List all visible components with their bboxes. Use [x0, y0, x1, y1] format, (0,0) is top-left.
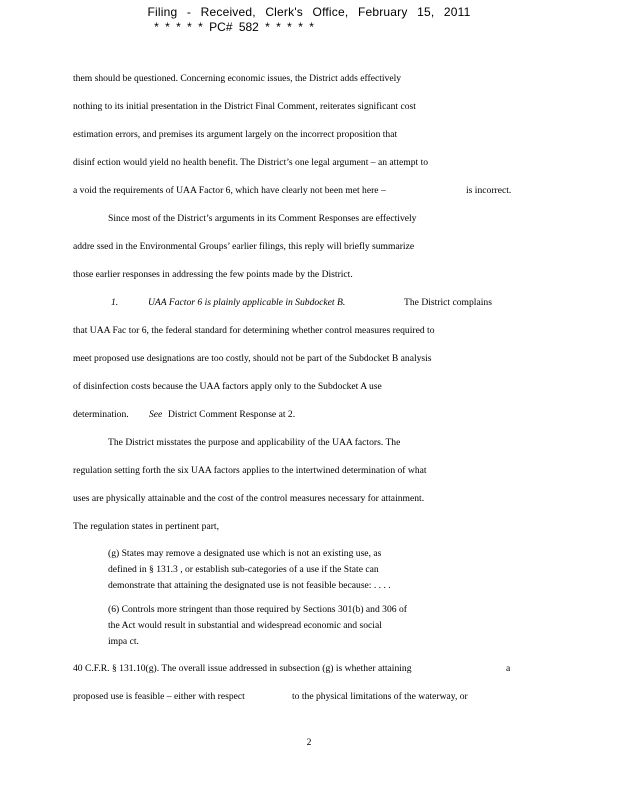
text-line: The regulation states in pertinent part, [73, 521, 219, 532]
text-line: nothing to its initial presentation in the District Final Comment, reiterates significant cost [73, 101, 416, 112]
pc-number-header: * * * * * PC# 582 * * * * * [154, 20, 314, 34]
text-line: District Comment Response at 2. [168, 409, 296, 420]
block-quote-line: defined in § 131.3 , or establish sub-categories of a use if the State can [108, 564, 379, 575]
text-line: 40 C.F.R. § 131.10(g). The overall issue addressed in subsection (g) is whether attaining [73, 663, 412, 674]
text-line: The District misstates the purpose and applicability of the UAA factors. The [108, 437, 401, 448]
text-line: disinf ection would yield no health benefit. The District’s one legal argument – an attempt to [73, 157, 429, 168]
text-line: uses are physically attainable and the cost of the control measures necessary for attainment. [73, 493, 425, 504]
text-line: that UAA Fac tor 6, the federal standard for determining whether control measures required to [73, 325, 435, 336]
text-line-end: is incorrect. [466, 185, 512, 196]
text-line: proposed use is feasible – either with respect [73, 691, 245, 702]
section-heading: UAA Factor 6 is plainly applicable in Subdocket B. [148, 297, 346, 308]
block-quote-line: (g) States may remove a designated use which is not an existing use, as [108, 548, 382, 559]
page-number: 2 [306, 737, 312, 748]
block-quote-line: the Act would result in substantial and widespread economic and social [108, 620, 382, 631]
block-quote-line: (6) Controls more stringent than those required by Sections 301(b) and 306 of [108, 604, 407, 615]
citation-signal: See [149, 409, 163, 420]
filing-header: Filing - Received, Clerk's Office, February 15, 2011 [147, 5, 471, 19]
text-line: regulation setting forth the six UAA factors applies to the intertwined determination of what [73, 465, 427, 476]
text-line: estimation errors, and premises its argument largely on the incorrect proposition that [73, 129, 398, 140]
text-line: of disinfection costs because the UAA factors apply only to the Subdocket A use [73, 381, 382, 392]
text-line: a void the requirements of UAA Factor 6, which have clearly not been met here – [73, 185, 386, 196]
text-line: The District complains [404, 297, 492, 308]
text-line-end: to the physical limitations of the waterway, or [292, 691, 468, 702]
section-number: 1. [111, 297, 119, 308]
text-line: meet proposed use designations are too costly, should not be part of the Subdocket B analysis [73, 353, 432, 364]
text-line: them should be questioned. Concerning economic issues, the District adds effectively [73, 73, 402, 84]
text-line: those earlier responses in addressing the few points made by the District. [73, 269, 353, 280]
block-quote-line: demonstrate that attaining the designated use is not feasible because: . . . . [108, 580, 391, 591]
text-line: addre ssed in the Environmental Groups’ earlier filings, this reply will briefly summarize [73, 241, 415, 252]
text-line-end: a [506, 663, 511, 674]
text-line: determination. [73, 409, 129, 420]
text-line: Since most of the District’s arguments in its Comment Responses are effectively [108, 213, 417, 224]
block-quote-line: impa ct. [108, 636, 139, 647]
